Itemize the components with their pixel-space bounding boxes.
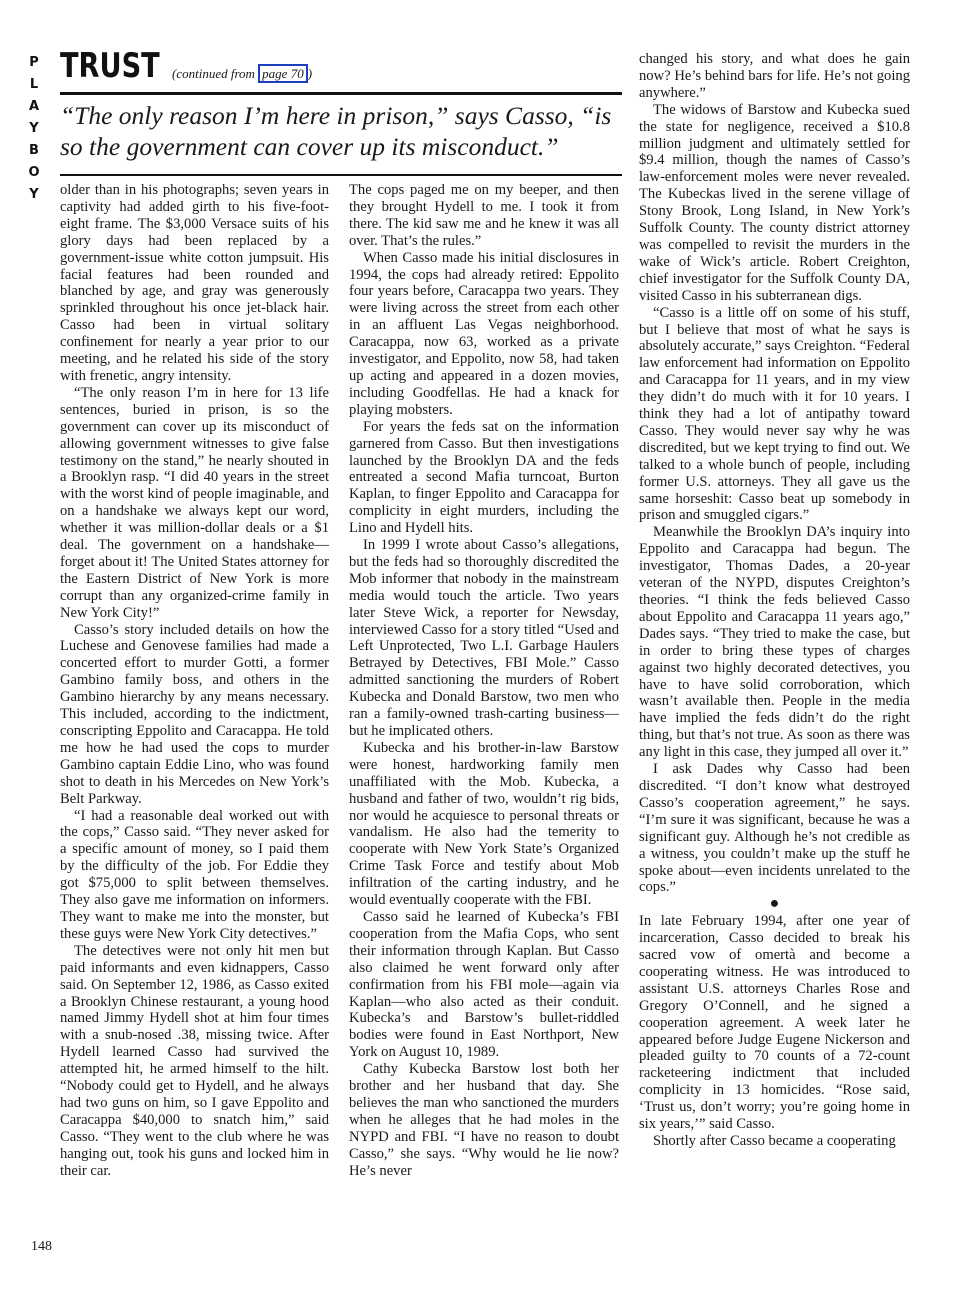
paragraph: older than in his photographs; seven years in captivity had added girth to his five-foot-eight frame. The $3,000 Versace suits of his glory days had been replaced by a government-issue white cotton jumpsuit. His facial features had been rounded and blanched by age, and gray was generously sprinkled throughout his once jet-black hair. Casso had been in virtual solitary confinement for nearly a year prior to our meeting, and he related his side of the story with frenetic, angry intensity.	[60, 182, 329, 384]
continued-note	[172, 66, 312, 82]
column-3	[639, 51, 910, 1150]
column-1	[60, 182, 329, 1179]
side-letter: Y	[29, 187, 39, 202]
paragraph: Casso’s story included details on how the Luchese and Genovese families had made a concerted effort to murder Gotti, a former Gambino family boss, and others in the Gambino hierarchy by any means necessary. This included, according to the indictment, conscripting Eppolito and Caracappa. He told me how he had used the cops to murder Gambino captain Eddie Lino, who was found shot to death in his Mercedes on New York’s Belt Parkway.	[60, 621, 329, 807]
paragraph: The cops paged me on my beeper, and then they brought Hydell to me. I took it from there. The kid saw me and he knew it was all over. That’s the rules.”	[349, 182, 619, 249]
paragraph: When Casso made his initial disclosures in 1994, the cops had already retired: Eppolito four years before, Caracappa two years. They were living across the street from each other in an affluent Las Vegas neighborhood. Caracappa, now 63, worked as a private investigator, and Eppolito, now 58, had taken up acting and appeared in a dozen movies, including Goodfellas. He had a knack for playing mobsters.	[349, 249, 619, 418]
side-letter: Y	[29, 121, 39, 136]
paragraph: In 1999 I wrote about Casso’s allegations, but the feds had so thoroughly discredited the Mob informer that nobody in the mainstream media would touch the article. Two years later Steve Wick, a reporter for Newsday, interviewed Casso for a story titled “Used and Left Unprotected, Two L.I. Garbage Haulers Betrayed by Detectives, FBI Mole.” Casso admitted sanctioning the murders of Robert Kubecka and Donald Barstow, two men who ran a family-owned trash-carting business—but he implicated others.	[349, 537, 619, 739]
side-letter: L	[29, 77, 39, 92]
pull-quote: “The only reason I’m here in prison,” says Casso, “is so the government can cover up its misconduct.”	[60, 101, 612, 161]
page-link[interactable]: page 70	[258, 64, 308, 83]
section-divider-bullet: ●	[769, 895, 780, 913]
side-letter: P	[29, 55, 39, 70]
paragraph: “The only reason I’m in here for 13 life sentences, buried in prison, is so the government can cover up its misconduct of allowing government witnesses to give false testimony on the stand,” he nearly shouted in a Brooklyn rasp. “I did 40 years in the street with the worst kind of people imaginable, and on a handshake we always kept our word, whether it was million-dollar deals or a $1 deal. The government on a handshake—forget about it! The United States attorney for the Eastern District of New York is more corrupt than any organized-crime family in New York City!”	[60, 384, 329, 621]
column-2	[349, 182, 619, 1179]
paragraph: The detectives were not only hit men but paid informants and even kidnappers, Casso said. On September 12, 1986, as Casso exited a Brooklyn Chinese restaurant, a young hood named Jimmy Hydell shot at him four times with a snub-nosed .38, missing twice. After Hydell learned Casso had survived the attempted hit, he armed himself to the hilt. “Nobody could get to Hydell, and he always had two guns on him, so I gave Eppolito and Caracappa $40,000 to snatch him,” said Casso. “They went to the club where he was hanging out, took his guns and locked him in their car.	[60, 942, 329, 1179]
article-title: TRUST	[60, 46, 160, 86]
paragraph: In late February 1994, after one year of incarceration, Casso decided to break his sacred vow of omertà and become a cooperating witness. He was introduced to assistant U.S. attorneys Charles Rose and Gregory O’Connell, and he signed a cooperation agreement. A week later he appeared before Judge Eugene Nickerson and pleaded guilty to 70 counts of a 72-count racketeering indictment that included complicity in 13 homicides. “Rose said, ‘Trust us, don’t worry; you’re going home in six years,’” said Casso.	[639, 913, 910, 1133]
paragraph: Casso said he learned of Kubecka’s FBI cooperation from the Mafia Cops, who sent their information through Kaplan. But Casso also claimed he went forward only after confirmation from his FBI mole—again via Kaplan—who also acted as their conduit. Kubecka’s and Barstow’s bullet-riddled bodies were found in East Northport, New York on August 10, 1989.	[349, 908, 619, 1061]
top-rule	[60, 92, 622, 95]
side-letter: O	[28, 165, 40, 180]
continued-suffix: )	[307, 66, 313, 81]
paragraph: I ask Dades why Casso had been discredited. “I don’t know what destroyed Casso’s cooperation agreement,” he says. “I’m sure it was significant, because he was a significant guy. Although he’s not credible as a witness, you couldn’t make up the stuff he spoke about—even incidents unrelated to the cops.”	[639, 761, 910, 896]
paragraph: “I had a reasonable deal worked out with the cops,” Casso said. “They never asked for a specific amount of money, so I paid them by the difficulty of the job. For Eddie they got $75,000 to split between themselves. They also gave me information on informers. They want to make me into the monster, but these guys were New York City detectives.”	[60, 807, 329, 942]
article-header	[60, 44, 622, 92]
paragraph: “Casso is a little off on some of his stuff, but I believe that most of what he says is absolutely accurate,” says Creighton. “Federal law enforcement had information on Eppolito and Caracappa for 11 years, and in my view they didn’t do much with it for 10 years. I think they had a lot of antipathy toward Casso. They would never say why he was discredited, but we kept trying to find out. We talked to a whole bunch of people, including former U.S. attorneys. They all gave us the same horseshit: Casso beat up somebody in prison and smuggled cigars.”	[639, 304, 910, 524]
paragraph: Kubecka and his brother-in-law Barstow were honest, hardworking family men unaffiliated with the Mob. Kubecka, a husband and father of two, wouldn’t rig bids, nor would he acquiesce to personal threats or vandalism. He also had the temerity to cooperate with New York State’s Organized Crime Task Force and testify about Mob infiltration of the carting industry, and he would eventually cooperate with the FBI.	[349, 739, 619, 909]
page-number: 148	[31, 1239, 52, 1254]
paragraph: For years the feds sat on the information garnered from Casso. But then investigations launched by the Brooklyn DA and the feds entreated a second Mafia turncoat, Burton Kaplan, to finger Eppolito and Caracappa for complicity in eight murders, including the Lino and Hydell hits.	[349, 418, 619, 537]
magazine-side-label	[24, 52, 44, 206]
paragraph: changed his story, and what does he gain now? He’s behind bars for life. He’s not going anywhere.”	[639, 51, 910, 101]
side-letter: A	[28, 99, 40, 114]
paragraph: Shortly after Casso became a cooperating	[653, 1133, 896, 1149]
bottom-rule	[60, 174, 622, 176]
side-letter: B	[29, 143, 39, 158]
paragraph: The widows of Barstow and Kubecka sued the state for negligence, received a $10.8 million judgment and ultimately settled for $9.4 million, though the names of Casso’s law-enforcement moles were never revealed. The Kubeckas lived in the serene village of Stony Brook, Long Island, in New York’s Suffolk County. The county district attorney was compelled to revisit the murders in the wake of Wick’s article. Robert Creighton, chief investigator for the Suffolk County DA, visited Casso in his subterranean digs.	[639, 101, 910, 304]
paragraph: Meanwhile the Brooklyn DA’s inquiry into Eppolito and Caracappa had begun. The investigator, Thomas Dades, a 20-year veteran of the NYPD, disputes Creighton’s theories. “I think the feds believed Casso about Eppolito and Caracappa 11 years ago,” Dades says. “They tried to make the case, but in order to bring these types of charges against two highly decorated detectives, you have to have solid corroboration, which wasn’t available then. People in the media have implied the feds didn’t do the right thing, but that’s not true. As soon as there was any light in this case, they jumped all over it.”	[639, 524, 910, 761]
continued-prefix: (continued from	[172, 66, 259, 81]
paragraph: Cathy Kubecka Barstow lost both her brother and her husband that day. She believes the man who sanctioned the murders when he alleges that he had moles in the NYPD and FBI. “I have no reason to doubt Casso,” she says. “Why would he lie now? He’s never	[349, 1061, 619, 1179]
